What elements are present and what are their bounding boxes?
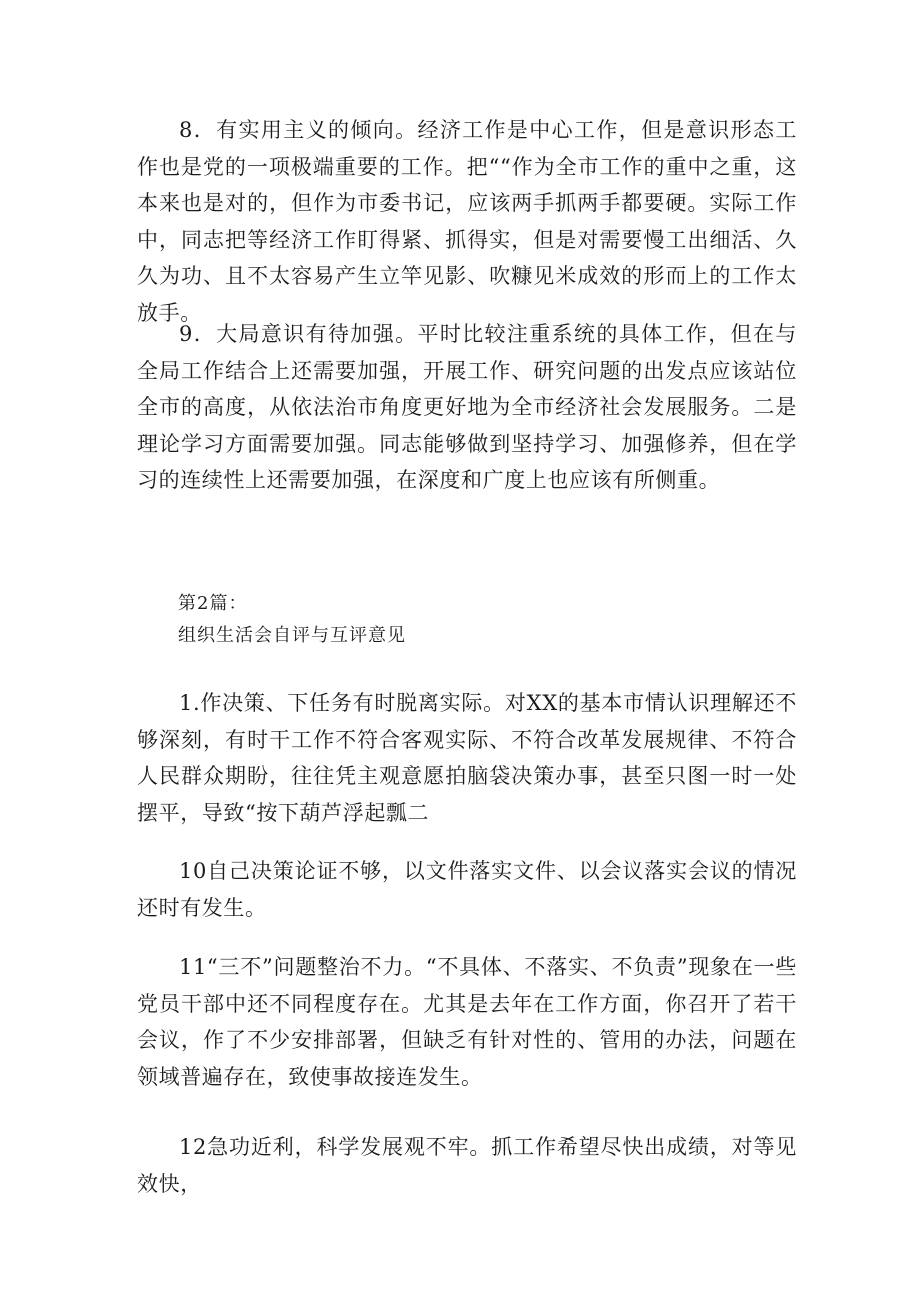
paragraph-item-9: 9．大局意识有待加强。平时比较注重系统的具体工作，但在与全局工作结合上还需要加强，开展工作、研究问题的出发点应该站位全市的高度，从依法治市角度更好地为全市经济社会发展服务。二是理论学习方面需要加强。同志能够做到坚持学习、加强修养，但在学习的连续性上还需要加强，在深度和广度上也应该有所侧重。: [137, 322, 797, 492]
paragraph-item-11: 11“三不”问题整治不力。“不具体、不落实、不负责”现象在一些党员干部中还不同程度存在。尤其是去年在工作方面，你召开了若干会议，作了不少安排部署，但缺乏有针对性的、管用的办法，问题在领域普遍存在，致使事故接连发生。: [137, 955, 797, 1089]
section-part-label: 第2篇：: [178, 593, 248, 614]
section-title: 组织生活会自评与互评意见: [178, 625, 406, 646]
paragraph-item-1: 1.作决策、下任务有时脱离实际。对XX的基本市情认识理解还不够深刻，有时干工作不符合客观实际、不符合改革发展规律、不符合人民群众期盼，往往凭主观意愿拍脑袋决策办事，甚至只图一时一处摆平，导致“按下葫芦浮起瓢二: [137, 691, 797, 825]
paragraph-item-8: 8．有实用主义的倾向。经济工作是中心工作，但是意识形态工作也是党的一项极端重要的工作。把““作为全市工作的重中之重，这本来也是对的，但作为市委书记，应该两手抓两手都要硬。实际工作中，同志把等经济工作盯得紧、抓得实，但是对需要慢工出细活、久久为功、且不太容易产生立竿见影、吹糠见米成效的形而上的工作太放手。: [137, 118, 797, 325]
paragraph-item-10: 10自己决策论证不够，以文件落实文件、以会议落实会议的情况还时有发生。: [137, 859, 797, 920]
paragraph-item-12: 12急功近利，科学发展观不牢。抓工作希望尽快出成绩，对等见效快，: [137, 1135, 797, 1196]
